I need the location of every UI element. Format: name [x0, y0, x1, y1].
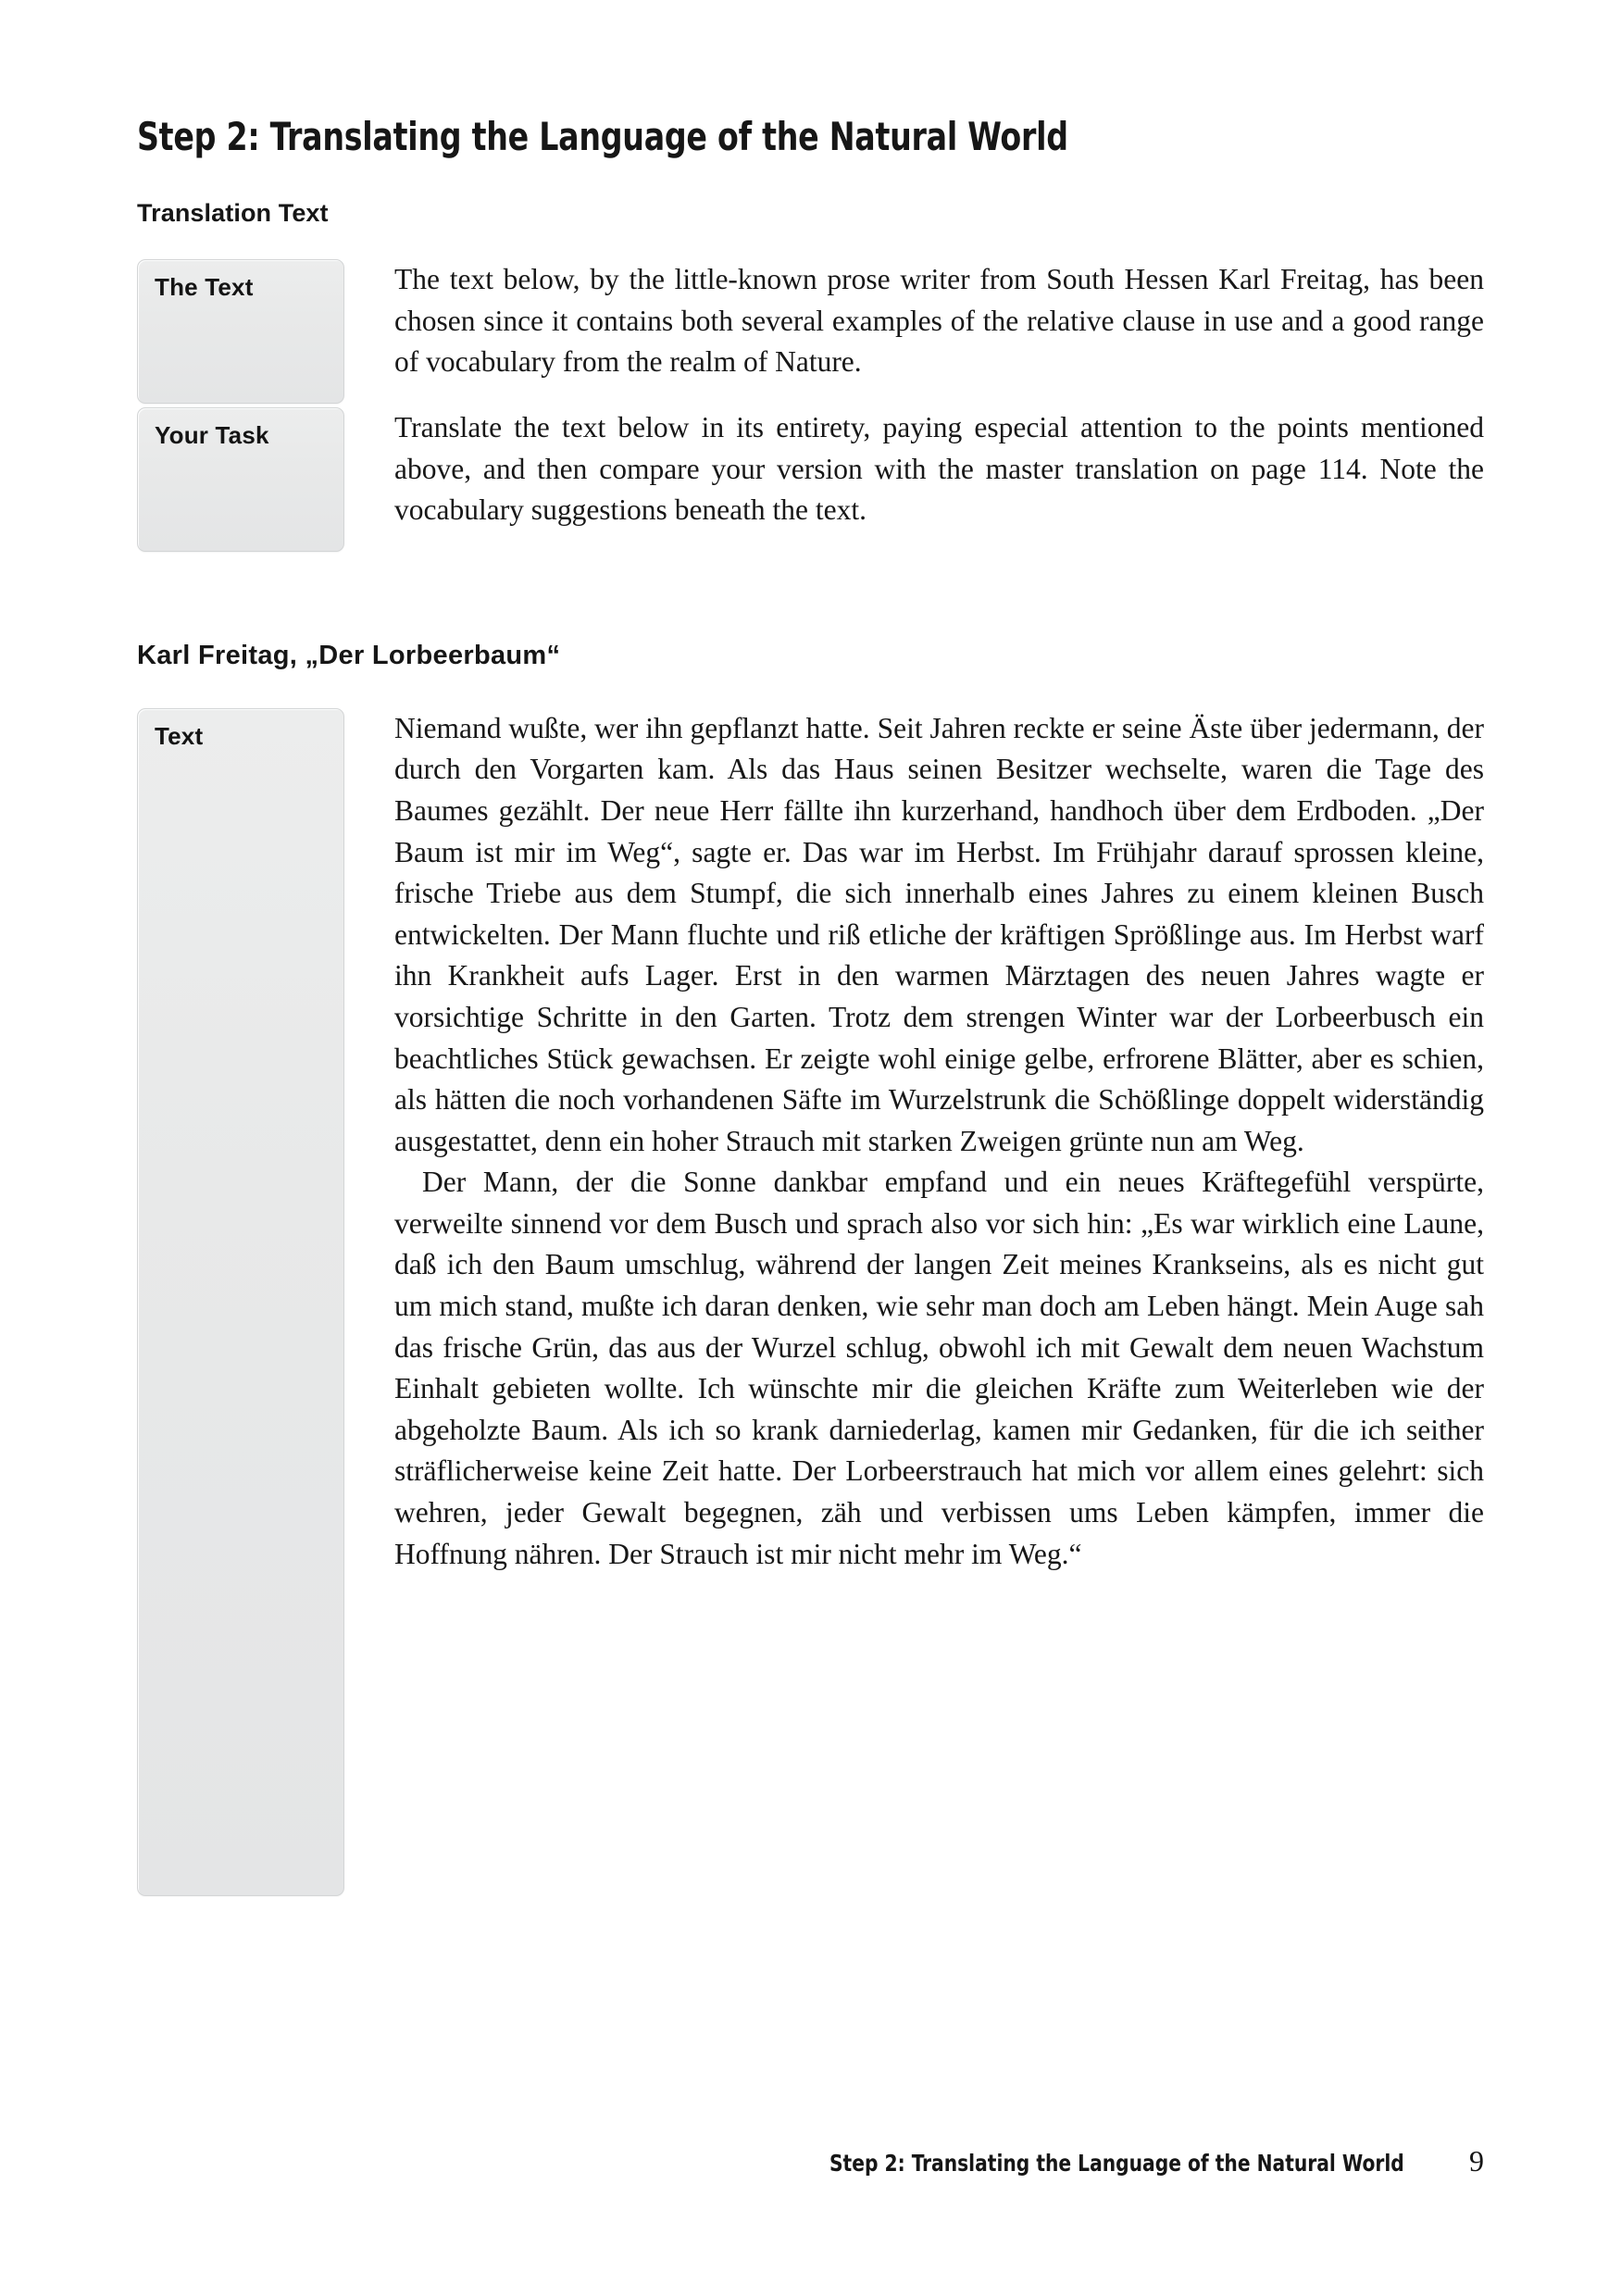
page-footer — [137, 2144, 1484, 2178]
page-content — [137, 116, 1484, 1599]
spacer — [137, 555, 1484, 641]
label-box-your-task — [137, 407, 344, 552]
story-paragraph-1: Niemand wußte, wer ihn gepflanzt hatte. Seit Jahren reckte er seine Äste über jedermann, der durch den Vorgarten kam. Als das Haus seinen Besitzer wechselte, waren die Tage des Baumes gezählt. Der neue Herr fällte ihn kurzerhand, handhoch über dem Erdboden. „Der Baum ist mir im Weg“, sagte er. Das war im Herbst. Im Frühjahr darauf sprossen kleine, frische Triebe aus dem Stumpf, die sich innerhalb eines Jahres zu einem kleinen Busch entwickelten. Der Mann fluchte und riß etliche der kräftigen Sprößlinge aus. Im Herbst warf ihn Krankheit aufs Lager. Erst in den warmen Märztagen des neuen Jahres wagte er vorsichtige Schritte in den Garten. Trotz dem strengen Winter war der Lorbeerbusch ein beachtliches Stück gewachsen. Er zeigte wohl einige gelbe, erfrorene Blätter, aber es schien, als hätten die noch vorhandenen Säfte im Wurzelstrunk die Schößlinge doppelt widerständig ausgestattet, denn ein hoher Strauch mit starken Zweigen grünte nun am Weg. — [394, 711, 1484, 1157]
footer-running-title: Step 2: Translating the Language of the Natural World — [829, 2150, 1404, 2177]
label-box-text-label: Text — [155, 721, 204, 750]
footer-page-number: 9 — [1469, 2144, 1484, 2177]
story-heading: Karl Freitag, „Der Lorbeerbaum“ — [137, 640, 561, 670]
section-heading-translation-text: Translation Text — [137, 199, 329, 228]
paragraph-the-text: The text below, by the little-known prose writer from South Hessen Karl Freitag, has been chosen since it contains both several examples of the relative clause in use and a good range of vocabulary from the realm of Nature. — [394, 263, 1484, 379]
page-title: Step 2: Translating the Language of the Natural World — [137, 114, 1068, 159]
body-column-your-task — [394, 407, 1484, 531]
block-story-text — [137, 708, 1484, 1575]
body-column-story — [394, 708, 1484, 1575]
block-your-task — [137, 407, 1484, 531]
story-paragraph-2: Der Mann, der die Sonne dankbar empfand und ein neues Kräftegefühl verspürte, verweilte sinnend vor dem Busch und sprach also vor sich hin: „Es war wirklich eine Laune, daß ich den Baum umschlug, während der langen Zeit meines Krankseins, als es nicht gut um mich stand, mußte ich daran denken, wie sehr man doch am Leben hängt. Mein Auge sah das frische Grün, das aus der Wurzel schlug, obwohl ich mit Gewalt dem neuen Wachstum Einhalt gebieten wollte. Ich wünschte mir die gleichen Kräfte zum Weiterleben wie der abgeholzte Baum. Als ich so krank darniederlag, kamen mir Gedanken, für die ich seither sträflicherweise keine Zeit hatte. Der Lorbeerstrauch hat mich vor allem eines gelehrt: sich wehren, jeder Gewalt begegnen, zäh und verbissen ums Leben kämpfen, immer die Hoffnung nähren. Der Strauch ist mir nicht mehr im Weg.“ — [394, 1166, 1484, 1570]
label-box-your-task-label: Your Task — [155, 420, 269, 449]
block-the-text — [137, 259, 1484, 383]
label-box-the-text — [137, 259, 344, 404]
paragraph-your-task: Translate the text below in its entirety, paying especial attention to the points mentioned above, and then compare your version with the master translation on page 114. Note the vocabulary suggestions beneath the text. — [394, 410, 1484, 527]
body-column-the-text — [394, 259, 1484, 383]
label-box-text — [137, 708, 344, 1896]
label-box-the-text-label: The Text — [155, 273, 254, 302]
